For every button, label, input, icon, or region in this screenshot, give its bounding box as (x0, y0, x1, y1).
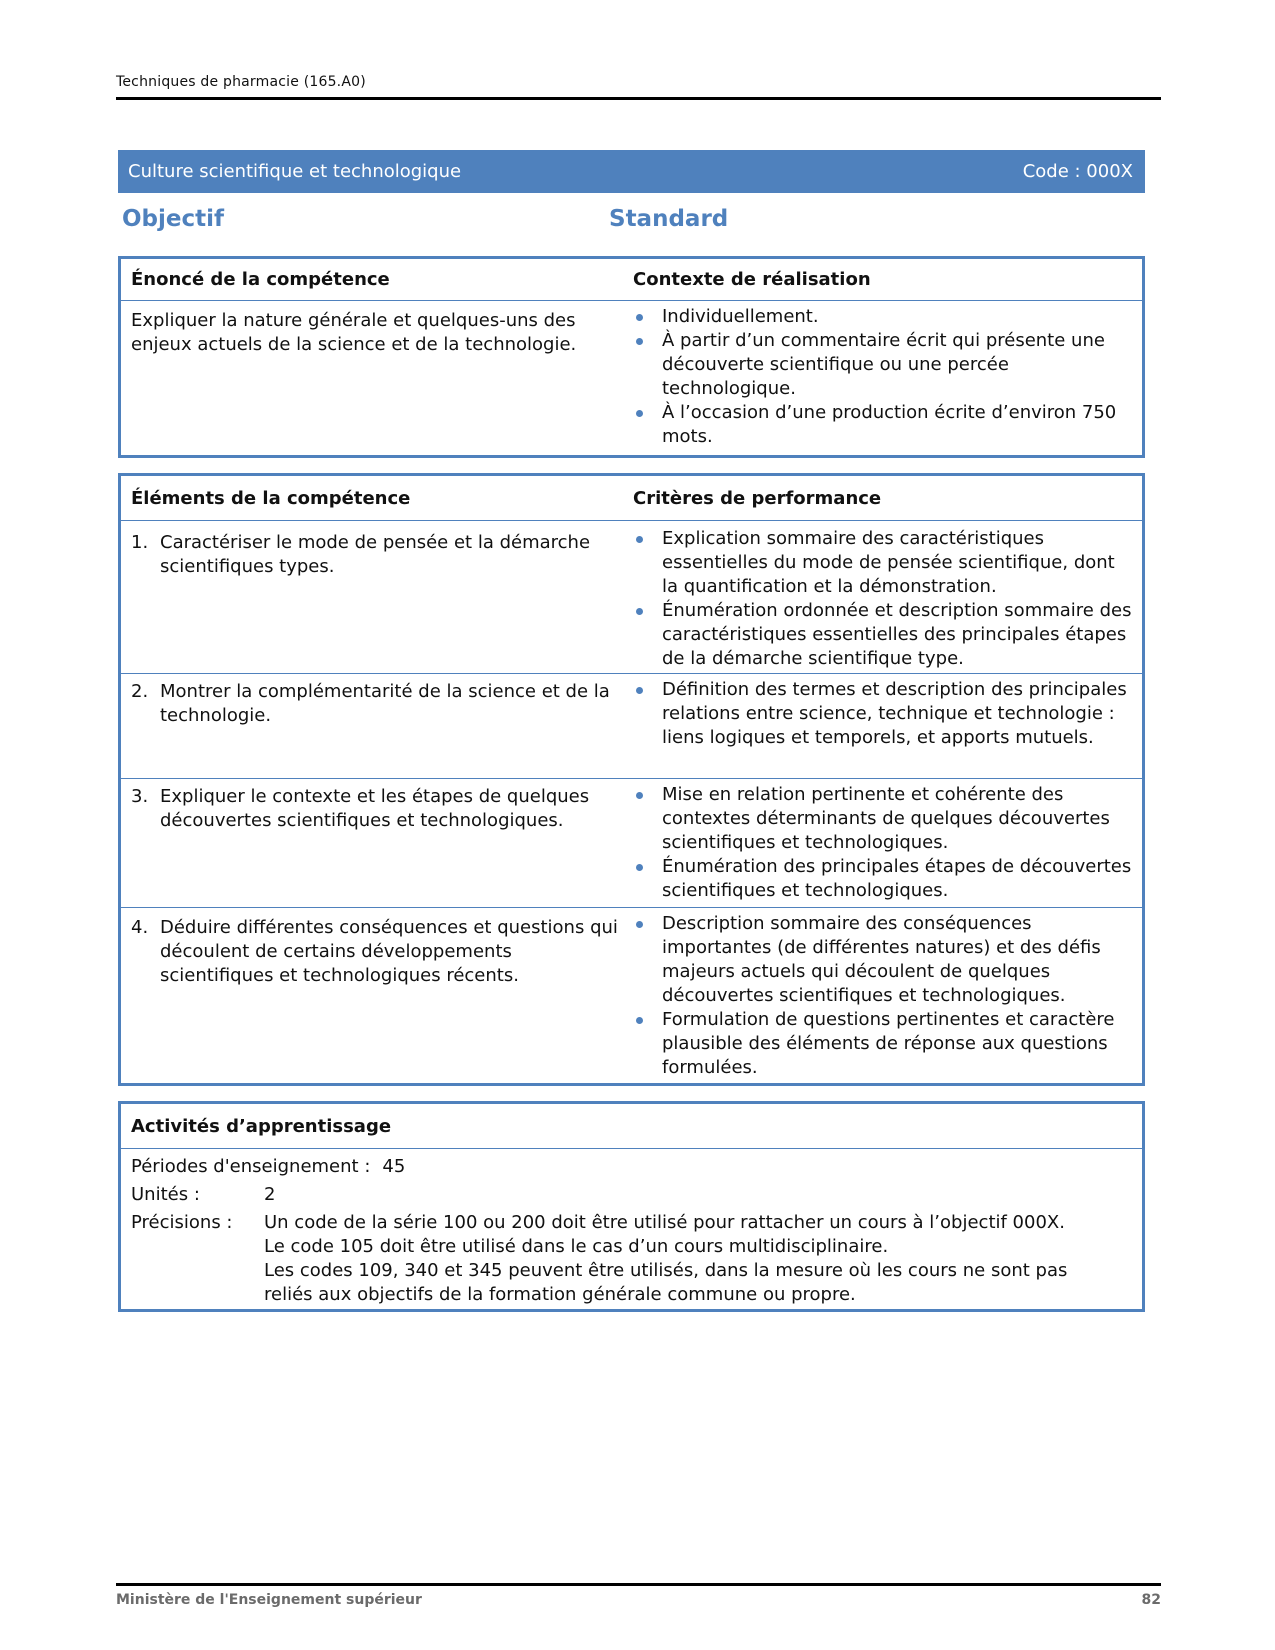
criteria-list (633, 912, 1134, 1080)
units-value: 2 (264, 1184, 276, 1205)
periods-label: Périodes d'enseignement : (131, 1156, 371, 1177)
enonce-header: Énoncé de la compétence (131, 269, 390, 290)
element-number: 2. (131, 681, 149, 702)
competence-row (121, 301, 1142, 455)
element-text: Déduire différentes conséquences et questions qui découlent de certains développements scientifiques et technologiques récents. (160, 917, 618, 986)
criteria-header: Critères de performance (633, 487, 882, 509)
element-number: 1. (131, 532, 149, 553)
list-item: Énumération ordonnée et description sommaire des caractéristiques essentielles des principales étapes de la démarche scientifique type. (633, 599, 1134, 671)
periods-value: 45 (382, 1156, 406, 1177)
elements-header: Éléments de la compétence (131, 487, 411, 509)
units-label: Unités : (131, 1184, 200, 1205)
bullet-icon (633, 1008, 662, 1080)
competence-statement: Expliquer la nature générale et quelques-uns des enjeux actuels de la science et de la technologie. (131, 310, 577, 355)
course-code: Code : 000X (1022, 161, 1133, 182)
criteria-list (633, 678, 1134, 750)
bullet-icon (633, 305, 662, 329)
list-item: Explication sommaire des caractéristiques essentielles du mode de pensée scientifique, dont la quantification et la démonstration. (633, 527, 1134, 599)
list-item: À l’occasion d’une production écrite d’environ 750 mots. (633, 401, 1134, 449)
details-label: Précisions : (131, 1212, 233, 1233)
criteria-list (633, 783, 1134, 903)
objectif-heading: Objectif (122, 206, 225, 232)
periods-line (131, 1155, 1132, 1179)
activities-header-row (121, 1104, 1142, 1149)
context-list (633, 305, 1134, 449)
header-divider (116, 97, 1161, 100)
criteria-list (633, 527, 1134, 671)
activities-box (118, 1101, 1145, 1312)
details-line (131, 1211, 1132, 1307)
list-item: Mise en relation pertinente et cohérente des contextes déterminants de quelques découvertes scientifiques et technologiques. (633, 783, 1134, 855)
contexte-header: Contexte de réalisation (633, 269, 871, 290)
bullet-icon (633, 401, 662, 449)
element-number: 4. (131, 917, 149, 938)
bullet-icon (633, 912, 662, 1008)
table-row (121, 521, 1142, 674)
element-text: Montrer la complémentarité de la science et de la technologie. (160, 681, 610, 726)
bullet-icon (633, 527, 662, 599)
standard-heading: Standard (609, 206, 729, 232)
page-number: 82 (1141, 1592, 1161, 1608)
table-row (121, 779, 1142, 908)
table-row (121, 674, 1142, 779)
activities-body (121, 1149, 1142, 1321)
competence-box (118, 256, 1145, 458)
element-text: Caractériser le mode de pensée et la démarche scientifiques types. (160, 532, 591, 577)
element-number: 3. (131, 786, 149, 807)
footer-divider (116, 1583, 1161, 1586)
table-row (121, 908, 1142, 1086)
course-title: Culture scientifique et technologique (128, 161, 462, 182)
element-text: Expliquer le contexte et les étapes de quelques découvertes scientifiques et technologiques. (160, 786, 590, 831)
list-item: Énumération des principales étapes de découvertes scientifiques et technologiques. (633, 855, 1134, 903)
bullet-icon (633, 783, 662, 855)
page-header-program: Techniques de pharmacie (165.A0) (116, 74, 366, 90)
bullet-icon (633, 599, 662, 671)
activities-header: Activités d’apprentissage (131, 1115, 392, 1137)
elements-header-row (121, 476, 1142, 521)
bullet-icon (633, 678, 662, 750)
list-item: Définition des termes et description des principales relations entre science, technique et technologie : liens logiques et temporels, et apports mutuels. (633, 678, 1134, 750)
section-headings (118, 206, 1145, 242)
course-banner (118, 150, 1145, 193)
list-item: À partir d’un commentaire écrit qui présente une découverte scientifique ou une percée technologique. (633, 329, 1134, 401)
list-item: Description sommaire des conséquences importantes (de différentes natures) et des défis majeurs actuels qui découlent de quelques découvertes scientifiques et technologiques. (633, 912, 1134, 1008)
competence-header-row (121, 259, 1142, 301)
details-text: Un code de la série 100 ou 200 doit être utilisé pour rattacher un cours à l’objectif 000X. Le code 105 doit être utilisé dans le cas d’un cours multidisciplinaire. Les codes 109, 340 et 345 peuvent être utilisés, dans la mesure où les cours ne sont pas reliés aux objectifs de la formation générale commune ou propre. (264, 1212, 1068, 1305)
footer-ministry: Ministère de l'Enseignement supérieur (116, 1592, 422, 1608)
bullet-icon (633, 855, 662, 903)
units-line (131, 1183, 1132, 1207)
list-item: Individuellement. (633, 305, 1134, 329)
elements-box (118, 473, 1145, 1086)
page-footer (116, 1592, 1161, 1608)
list-item: Formulation de questions pertinentes et caractère plausible des éléments de réponse aux questions formulées. (633, 1008, 1134, 1080)
bullet-icon (633, 329, 662, 401)
